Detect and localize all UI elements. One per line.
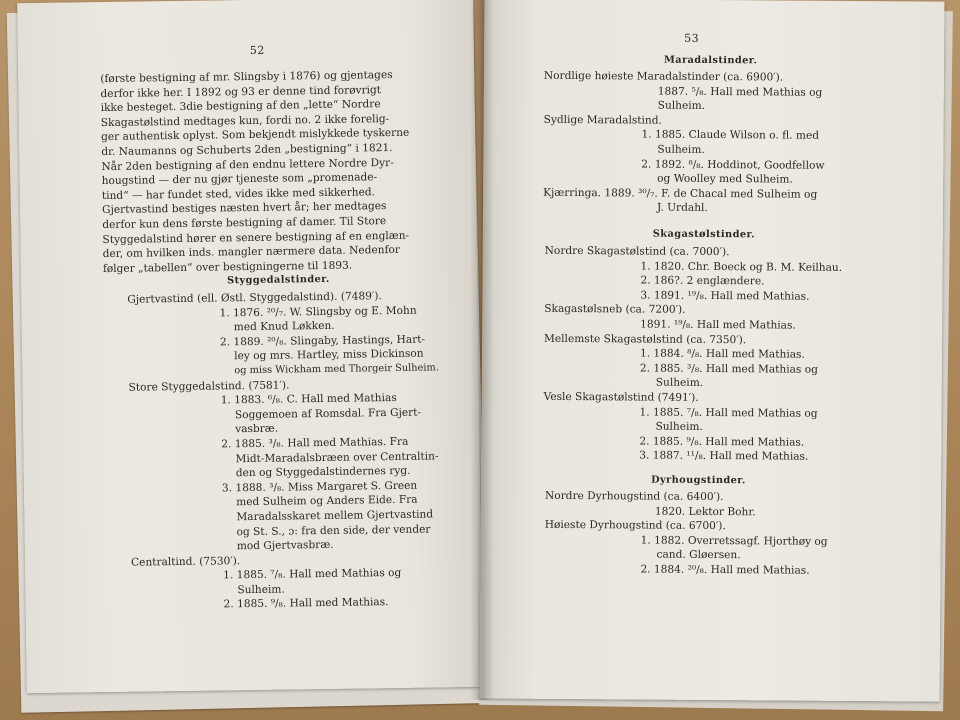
entry-line: 2. 1885. ⁹/₈. Hall med Mathias.: [223, 596, 389, 611]
entry-line: og miss Wickham med Thorgeir Sulheim.: [234, 362, 440, 377]
left-page: [17, 0, 483, 693]
entry-line: 1. 1885. Claude Wilson o. fl. med: [641, 128, 820, 143]
intro-line: dr. Naumanns og Schuberts 2den „bestigning“ i 1821.: [101, 141, 393, 159]
entry-line: cand. Gløersen.: [656, 548, 741, 562]
entry-line: Maradalsskaret mellem Gjertvastind: [236, 508, 434, 524]
intro-line: hougstind — der nu gjør tjeneste som „promenade-: [101, 171, 378, 188]
entry-line: 2. 1885. ⁹/₈. Hall med Mathias.: [639, 435, 805, 449]
intro-line: ikke besteget. 3die bestigning af den „lette“ Nordre: [100, 98, 381, 115]
intro-line: Gjertvastind bestiges næsten hvert år; her medtages: [102, 200, 387, 217]
entry-line: 1. 1885. ⁷/₈. Hall med Mathias og: [639, 406, 818, 420]
skagastolstinder-entries: [543, 244, 842, 465]
left-page-number: 52: [249, 43, 265, 57]
entry-line: Sulheim.: [657, 99, 706, 113]
maradalstinder-entries: [543, 69, 825, 217]
intro-line: følger „tabellen“ over bestigningerne til 1893.: [102, 259, 353, 275]
intro-line: tind“ — har fundet sted, vides ikke med sikkerhed.: [101, 185, 376, 202]
entry-line: og St. S., ɔ: fra den side, der vender: [236, 522, 431, 538]
entry-title: Nordre Skagastølstind (ca. 7000′).: [544, 244, 730, 259]
intro-line: Skagastølstind medtages kun, fordi no. 2 ikke forelig-: [100, 112, 390, 129]
entry-line: med Knud Løkken.: [233, 320, 335, 334]
entry-title: Høieste Dyrhougstind (ca. 6700′).: [544, 519, 726, 533]
entry-line: 2. 1884. ²⁰/₈. Hall med Mathias.: [640, 563, 810, 577]
entry-line: 3. 1887. ¹¹/₈. Hall med Mathias.: [639, 449, 809, 463]
entry-line: ley og mrs. Hartley, miss Dickinson: [234, 347, 424, 363]
intro-line: Styggedalstind hører en senere bestigning af en englæn-: [102, 229, 410, 246]
entry-line: 1. 1885. ⁷/₈. Hall med Mathias og: [223, 567, 402, 582]
entry-line: 2. 1889. ²⁰/₈. Slingaby, Hastings, Hart-: [219, 333, 426, 349]
entry-title: Sydlige Maradalstind.: [543, 113, 662, 127]
section-heading-maradalstinder: Maradalstinder.: [663, 54, 758, 67]
entry-line: J. Urdahl.: [656, 201, 708, 215]
intro-line: Når 2den bestigning af den endnu lettere Nordre Dyr-: [101, 156, 394, 173]
section-heading-styggedalstinder: Styggedalstinder.: [227, 273, 330, 287]
entry-line: Sulheim.: [657, 143, 705, 156]
entry-title: Kjærringa. 1889. ³⁰/₇. F. de Chacal med Sulheim og: [543, 186, 818, 201]
left-intro-paragraph: [100, 68, 411, 277]
entry-title: Skagastølsneb (ca. 7200′).: [544, 303, 686, 317]
entry-title: Mellemste Skagastølstind (ca. 7350′).: [544, 332, 747, 346]
entry-line: 1. 1884. ⁸/₈. Hall med Mathias.: [639, 347, 805, 361]
entry-line: 1820. Lektor Bohr.: [654, 505, 756, 518]
entry-line: Midt-Maradalsbræen over Centraltin-: [235, 449, 439, 465]
entry-line: 3. 1888. ³/₈. Miss Margaret S. Green: [221, 479, 418, 495]
entry-title: Nordre Dyrhougstind (ca. 6400′).: [544, 489, 724, 504]
entry-title: Nordlige høieste Maradalstinder (ca. 6900′).: [543, 69, 784, 84]
entry-title: Vesle Skagastølstind (7491′).: [543, 390, 699, 404]
dyrhougstinder-entries: [544, 489, 828, 579]
intro-line: derfor kun dens første bestigning af damer. Til Store: [102, 215, 387, 231]
entry-title: Centraltind. (7530′).: [130, 554, 241, 569]
intro-line: ger authentisk oplyst. Som bekjendt mislykkede tyskerne: [101, 127, 410, 144]
section-heading-dyrhougstinder: Dyrhougstinder.: [651, 474, 746, 487]
entry-line: 1. 1876. ²⁰/₇. W. Slingsby og E. Mohn: [219, 304, 417, 320]
entry-line: den og Styggedalstindernes ryg.: [235, 464, 411, 480]
entry-line: 1887. ⁵/₈. Hall med Mathias og: [657, 85, 823, 99]
entry-line: Sulheim.: [237, 583, 285, 597]
entry-line: Soggemoen af Romsdal. Fra Gjert-: [234, 406, 422, 421]
entry-line: med Sulheim og Anders Eide. Fra: [236, 493, 418, 509]
left-entries: [127, 288, 442, 613]
entry-line: Sulheim.: [655, 420, 703, 434]
entry-line: 1891. ¹⁹/₈. Hall med Mathias.: [640, 318, 796, 332]
intro-line: (første bestigning af mr. Slingsby i 1876) og gjentages: [100, 68, 393, 86]
entry-title: Gjertvastind (ell. Østl. Styggedalstind). (7489′).: [127, 290, 382, 306]
entry-line: 1. 1882. Overretssagf. Hjorthøy og: [640, 534, 828, 548]
entry-title: Store Styggedalstind. (7581′).: [128, 379, 290, 394]
entry-line: 2. 1892. ⁸/₈. Hoddinot, Goodfellow: [641, 158, 825, 172]
entry-line: vasbræ.: [235, 422, 279, 436]
intro-line: der, om hvilken inds. mangler nærmere data. Nedenfor: [102, 244, 400, 261]
entry-line: 3. 1891. ¹⁹/₈. Hall med Mathias.: [640, 289, 810, 303]
entry-line: mod Gjertvasbræ.: [236, 538, 334, 553]
entry-line: 2. 186?. 2 englændere.: [640, 274, 765, 288]
section-heading-skagastolstinder: Skagastølstinder.: [652, 228, 755, 241]
entry-line: Sulheim.: [655, 376, 704, 390]
entry-line: 1. 1820. Chr. Boeck og B. M. Keilhau.: [640, 260, 843, 274]
entry-line: 2. 1885. ³/₈. Hall med Mathias. Fra: [221, 435, 409, 451]
entry-line: 1. 1883. ⁶/₈. C. Hall med Mathias: [220, 392, 397, 407]
right-page: [480, 0, 945, 702]
entry-line: og Woolley med Sulheim.: [657, 172, 793, 186]
intro-line: derfor ikke her. I 1892 og 93 er denne tind forøvrigt: [100, 83, 382, 100]
book-gutter: [470, 0, 494, 700]
entry-line: 2. 1885. ³/₈. Hall med Mathias og: [639, 362, 818, 376]
right-page-number: 53: [684, 31, 700, 45]
